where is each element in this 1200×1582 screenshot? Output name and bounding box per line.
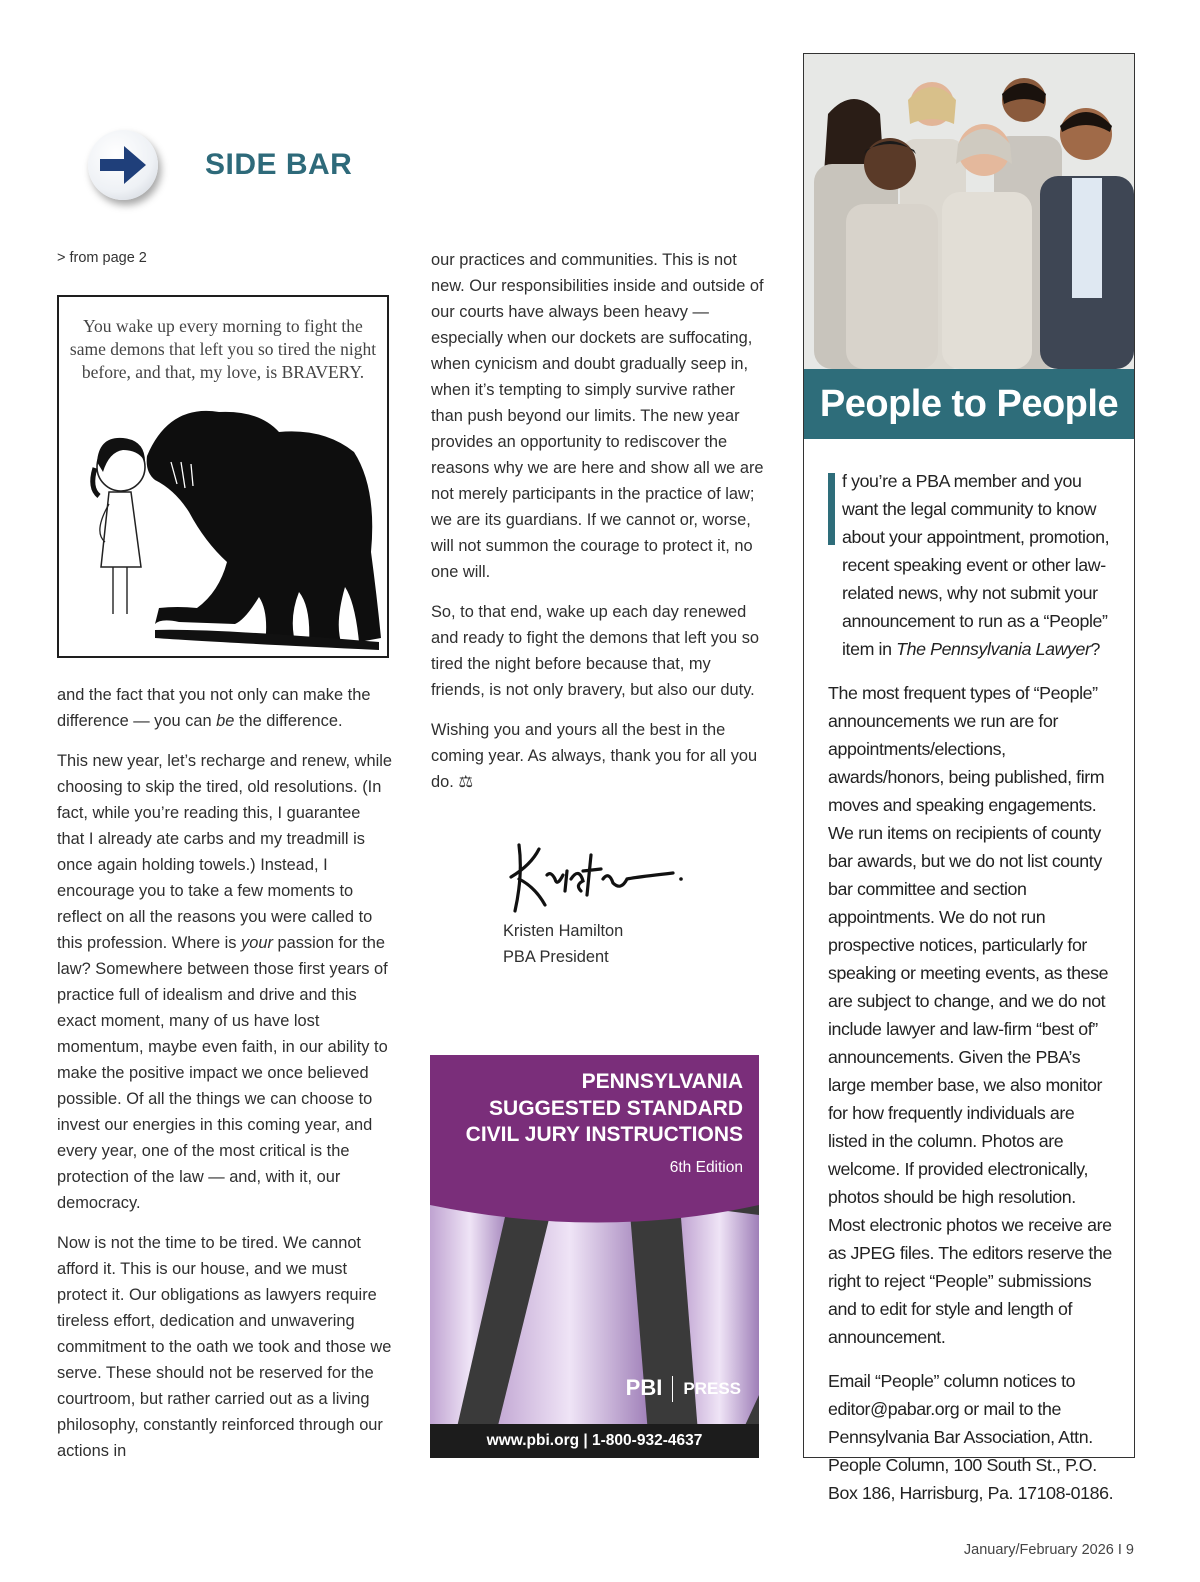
paragraph: Wishing you and yours all the best in the coming year. As always, thank you for all you do. ⚖	[431, 721, 758, 791]
section-title: SIDE BAR	[205, 148, 353, 181]
dropcap-bar	[828, 473, 835, 545]
signature-image	[505, 835, 685, 921]
paragraph: and the fact that you not only can make the difference — you can be the difference.	[57, 686, 371, 730]
article-column-1	[57, 682, 392, 1478]
group-photo	[804, 54, 1134, 369]
paragraph: The most frequent types of “People” announcements we run are for appointments/elections, awards/honors, being published, firm moves and speaking engagements. We run items on recipients of county bar awards, but we do not list county bar committee and section appointments. We do not run prospective notices, particularly for speaking or meeting events, as these are subject to change, and we do not include lawyer and law-firm “best of” announcements. Given the PBA’s large member base, we also monitor for how frequently individuals are listed in the column. Photos are welcome. If provided electronically, photos should be high resolution. Most electronic photos we receive are as JPEG files. The editors reserve the right to reject “People” submissions and to edit for style and length of announcement.	[828, 683, 1112, 1347]
people-to-people-panel	[803, 53, 1135, 1503]
signer-name: Kristen Hamilton	[503, 922, 624, 940]
pbi-press-logo: PBI PRESS	[626, 1375, 741, 1402]
panel-text	[828, 467, 1116, 1523]
quote-text: You wake up every morning to fight the same demons that left you so tired the night before, and that, my love, is BRAVERY.	[69, 316, 377, 382]
page-footer: January/February 2026 I 9	[963, 1542, 1134, 1558]
paragraph: This new year, let’s recharge and renew, while choosing to skip the tired, old resolutions. (In fact, while you’re reading this, I guarantee that I already ate carbs and my treadmill is once again holding towels.) Instead, I encourage you to take a few moments to reflect on all the reasons you were called to this profession. Where is your passion for the law? Somewhere between those first years of practice full of idealism and drive and this exact moment, many of us have lost momentum, maybe even faith, in our ability to make the positive impact we once believed possible. Of all the things we can choose to invest our energies in this coming year, and every year, one of the most critical is the protection of the law — and, with it, our democracy.	[57, 752, 392, 1212]
article-column-2	[431, 247, 766, 809]
paragraph: f you’re a PBA member and you want the legal community to know about your appointment, promotion, recent speaking event or other law-related news, why not submit your announcement to run as a “People” item in The Pennsylvania Lawyer?	[842, 471, 1110, 659]
ad-edition: 6th Edition	[669, 1159, 743, 1176]
arrow-badge	[88, 130, 158, 200]
paragraph: So, to that end, wake up each day renewed and ready to fight the demons that left you so tired the night before because that, my friends, is not only bravery, but also our duty.	[431, 603, 760, 699]
panel-banner: People to People	[804, 369, 1134, 439]
paragraph: our practices and communities. This is not new. Our responsibilities inside and outside of our courts have always been heavy — especially when our dockets are suffocating, when cynicism and doubt gradually seep in, when it’s tempting to simply survive rather than push beyond our limits. The new year provides an opportunity to rediscover the reasons why we are here and show all we are not merely participants in the practice of law; we are its guardians. If we cannot or, worse, will not summon the courage to protect it, no one will.	[431, 251, 764, 581]
pbi-advertisement[interactable]	[430, 1055, 759, 1458]
ad-title: PENNSYLVANIA SUGGESTED STANDARD CIVIL JURY INSTRUCTIONS	[465, 1070, 743, 1146]
paragraph: Email “People” column notices to editor@pabar.org or mail to the Pennsylvania Bar Association, Attn. People Column, 100 South St., P.O. Box 186, Harrisburg, Pa. 17108-0186.	[828, 1371, 1114, 1503]
arrow-right-icon	[98, 142, 148, 188]
quote-box	[57, 295, 389, 658]
paragraph: Now is not the time to be tired. We cannot afford it. This is our house, and we must protect it. Our obligations as lawyers require tireless effort, dedication and unwavering commitment to the oath we took and those we serve. These should not be reserved for the courtroom, but rather carried out as a living philosophy, constantly reinforced through our actions in	[57, 1234, 392, 1460]
ad-contact[interactable]: www.pbi.org | 1-800-932-4637	[430, 1424, 759, 1458]
continuation-note: > from page 2	[57, 250, 147, 266]
girl-and-shadow-illustration	[59, 392, 389, 657]
signer-title: PBA President	[503, 948, 609, 966]
